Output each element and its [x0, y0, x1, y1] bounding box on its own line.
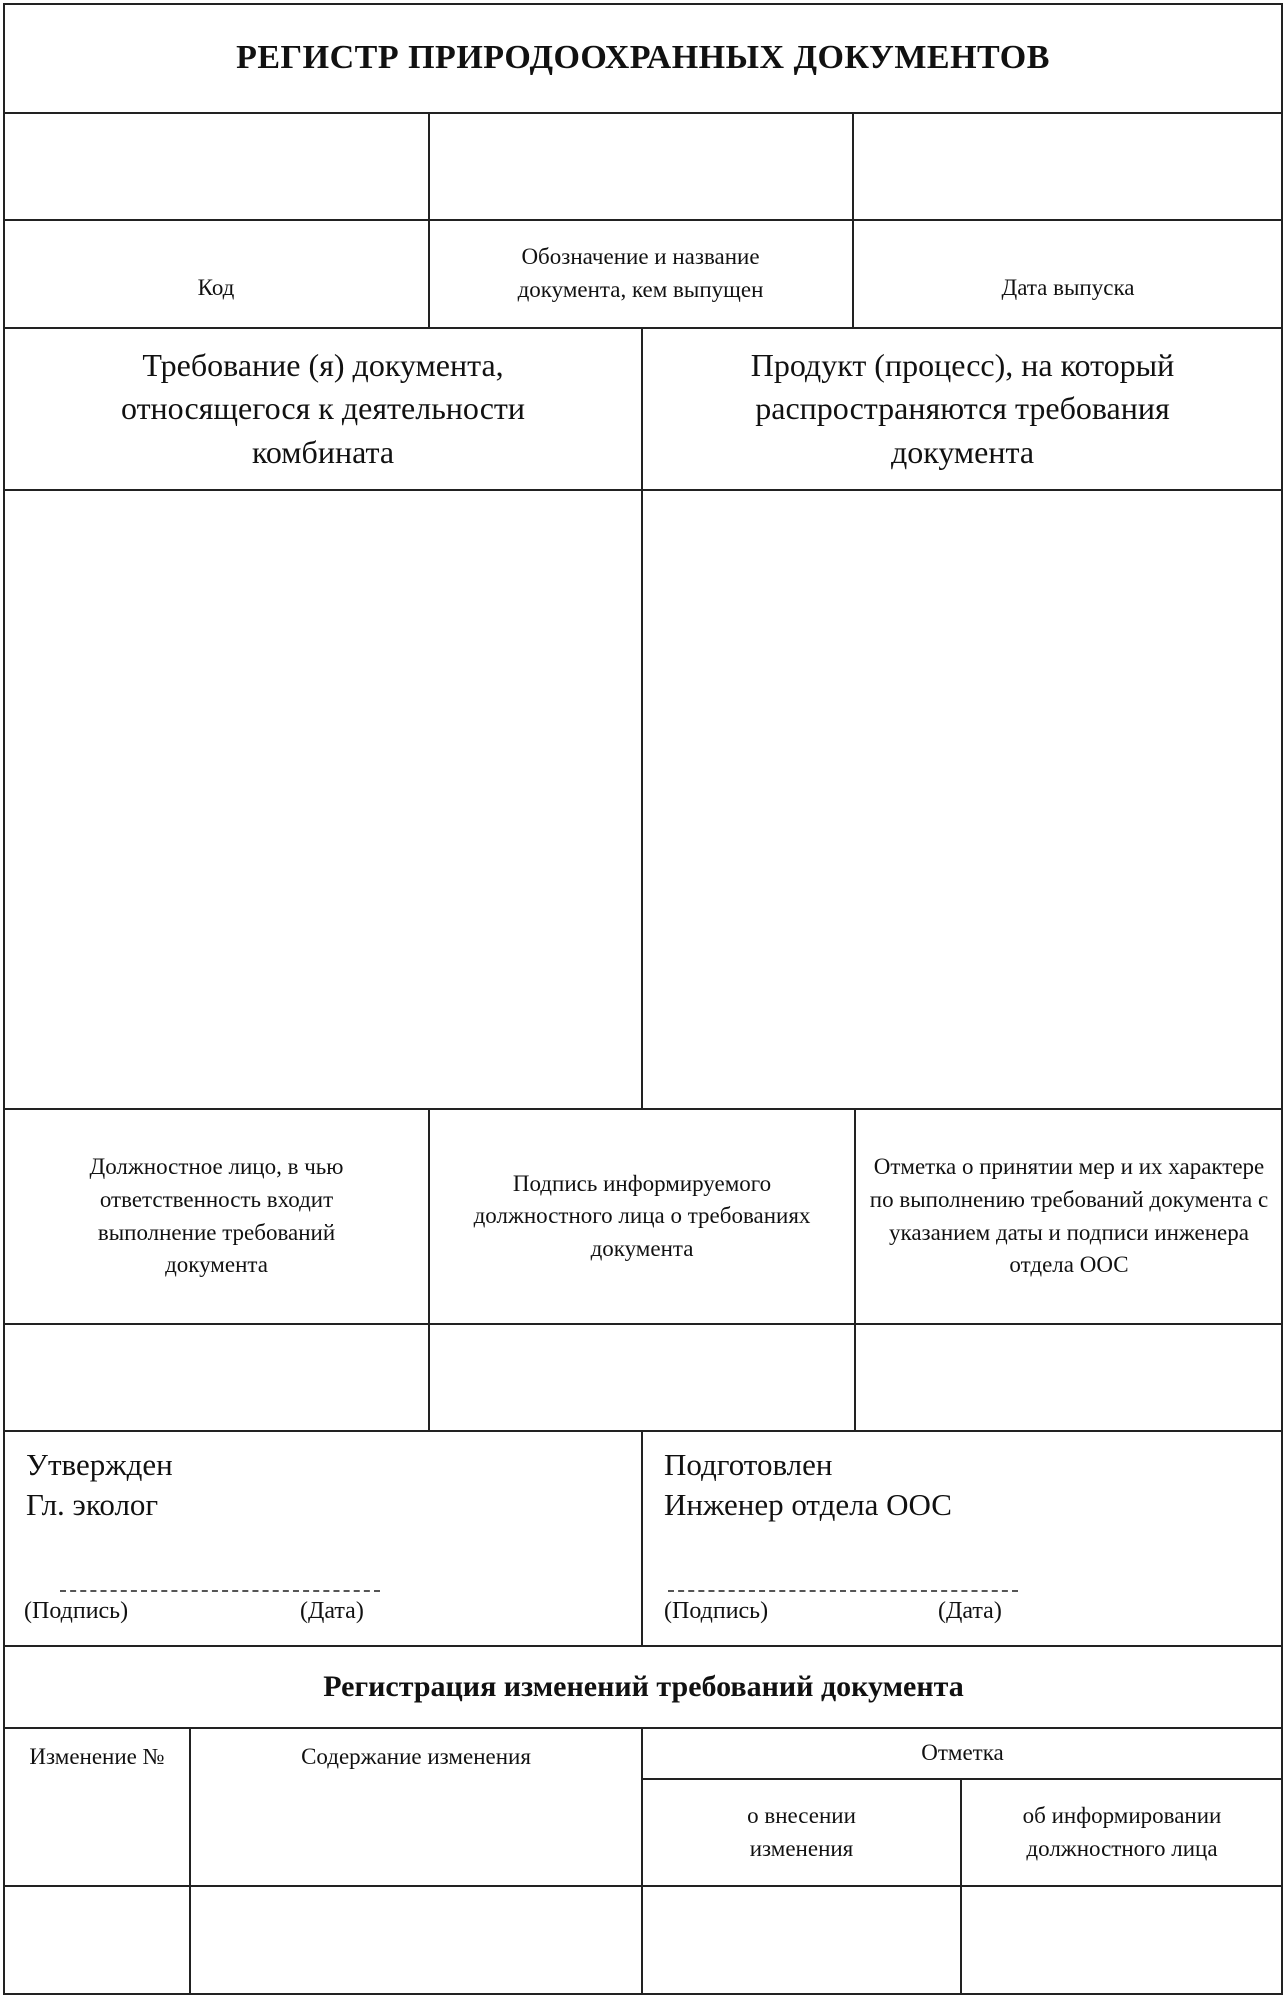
- approved-by-label: Гл. эколог: [26, 1487, 159, 1522]
- requirements-label: Требование (я) документа, относящегося к деятельности комбината: [120, 347, 526, 470]
- approved-label: Утвержден: [26, 1447, 173, 1482]
- approved-signature-line[interactable]: [60, 1590, 380, 1592]
- change-content-field[interactable]: [191, 1887, 641, 1993]
- divider: [3, 1430, 1283, 1432]
- issue-date-label: Дата выпуска: [1001, 275, 1135, 301]
- mark-label: Отметка: [921, 1740, 1004, 1766]
- official-field[interactable]: [5, 1325, 428, 1430]
- official-label: Должностное лицо, в чью ответственность входит выполнение требований документа: [89, 1154, 344, 1278]
- mark-made-field[interactable]: [643, 1887, 960, 1993]
- mark-informed-label: об информировании должностного лица: [1022, 1802, 1222, 1861]
- designation-field[interactable]: [430, 114, 851, 219]
- change-number-field[interactable]: [5, 1887, 189, 1993]
- mark-made-label: о внесении изменения: [747, 1802, 856, 1861]
- product-label: Продукт (процесс), на который распространяются требования документа: [750, 347, 1175, 470]
- code-field[interactable]: [5, 114, 427, 219]
- changes-title: Регистрация изменений требований документа: [323, 1670, 964, 1703]
- prepared-by-label: Инженер отдела ООС: [664, 1487, 952, 1522]
- prepared-signature-line[interactable]: [668, 1590, 1018, 1592]
- change-number-label: Изменение №: [29, 1744, 165, 1769]
- form-title: РЕГИСТР ПРИРОДООХРАННЫХ ДОКУМЕНТОВ: [236, 39, 1050, 76]
- signature-label: Подпись информируемого должностного лица о требованиях документа: [473, 1170, 811, 1261]
- divider: [641, 1430, 643, 1646]
- measures-note-label: Отметка о принятии мер и их характере по выполнению требований документа с указанием даты и подписи инженера отдела ООС: [869, 1154, 1269, 1278]
- measures-note-field[interactable]: [856, 1325, 1282, 1430]
- change-content-label: Содержание изменения: [301, 1744, 531, 1769]
- designation-label: Обозначение и название документа, кем выпущен: [517, 244, 764, 302]
- prepared-label: Подготовлен: [664, 1447, 833, 1482]
- approved-date-caption: (Дата): [300, 1598, 364, 1624]
- approved-signature-caption: (Подпись): [24, 1598, 129, 1624]
- prepared-date-caption: (Дата): [938, 1598, 1002, 1624]
- mark-informed-field[interactable]: [962, 1887, 1282, 1993]
- code-label: Код: [197, 275, 235, 301]
- signature-field[interactable]: [430, 1325, 854, 1430]
- issue-date-field[interactable]: [854, 114, 1282, 219]
- requirements-field[interactable]: [5, 491, 641, 1108]
- product-field[interactable]: [643, 491, 1282, 1108]
- prepared-signature-caption: (Подпись): [664, 1598, 769, 1624]
